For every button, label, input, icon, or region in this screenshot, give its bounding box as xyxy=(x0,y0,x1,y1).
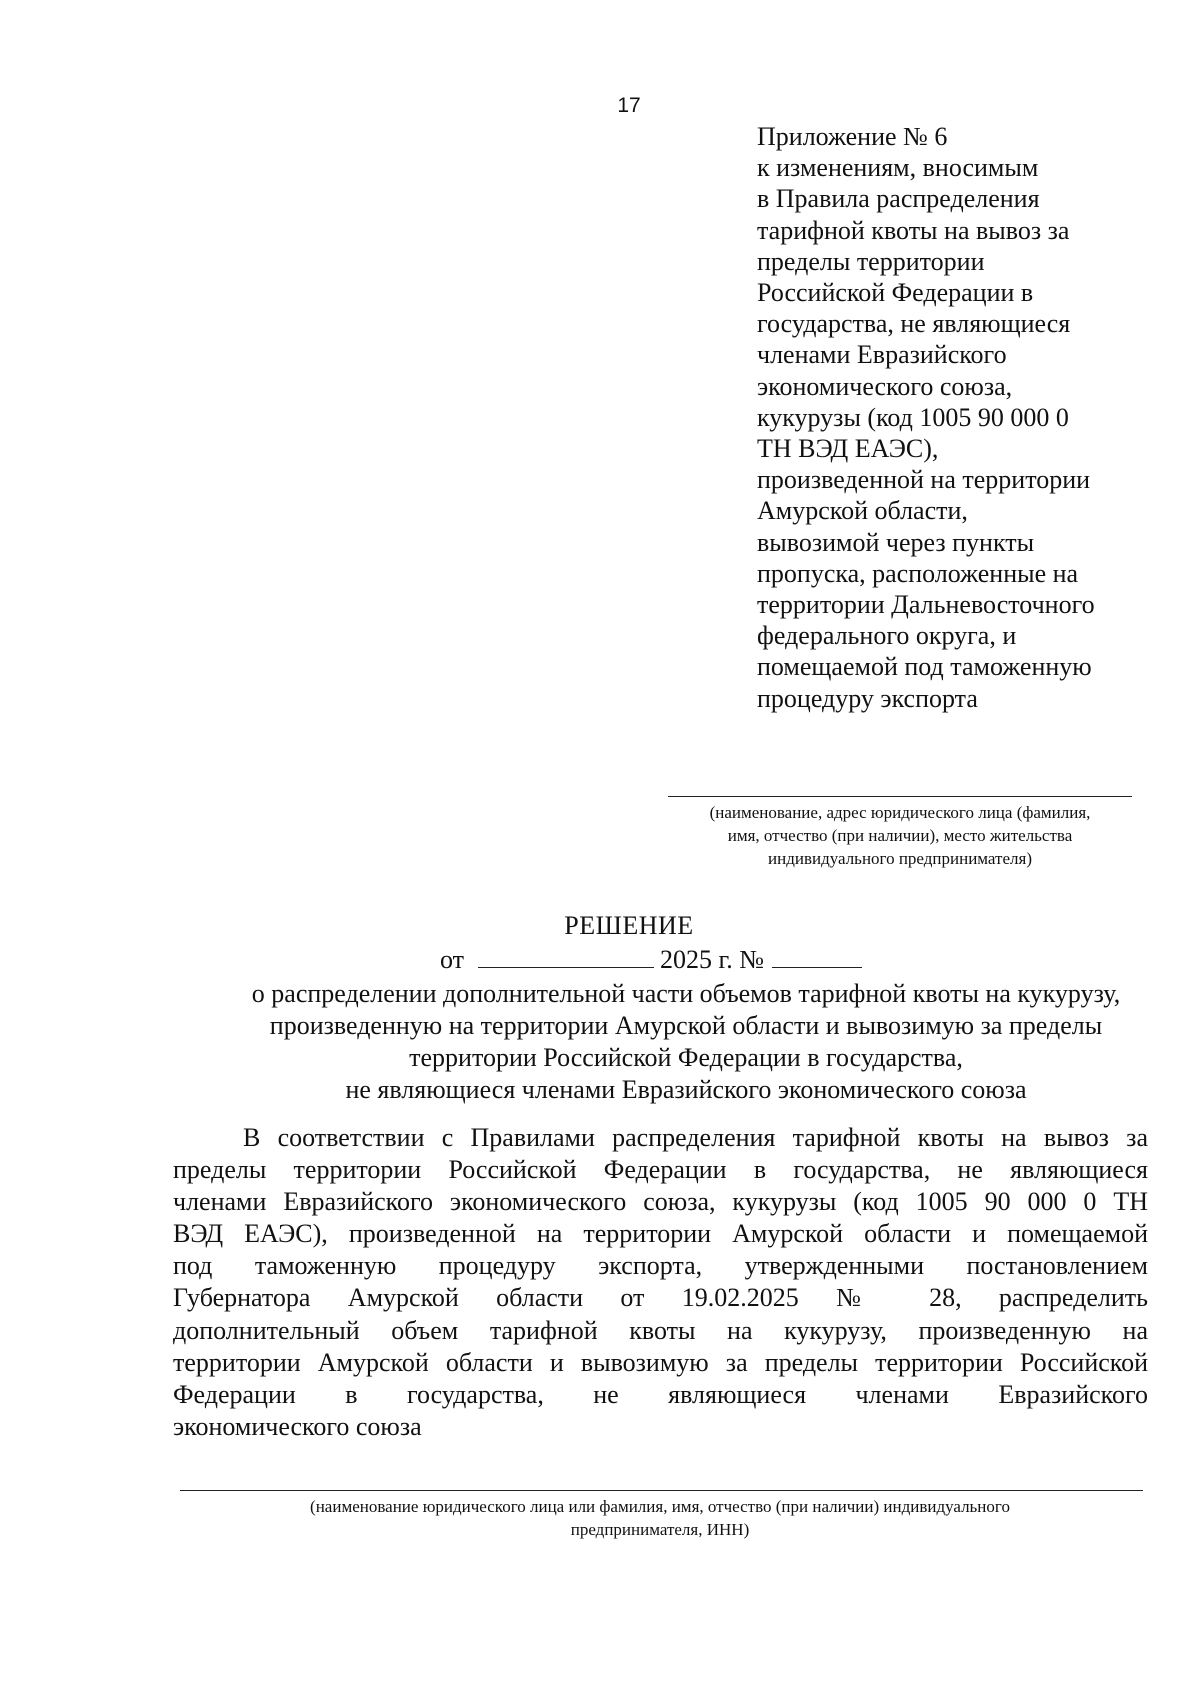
decision-subject xyxy=(107,978,1200,1106)
addressee-caption-line: индивидуального предпринимателя) xyxy=(768,849,1032,868)
body-line: под таможенную процедуру экспорта, утвержденными постановлением xyxy=(173,1251,1148,1281)
appendix-line: государства, не являющиеся xyxy=(757,309,1071,339)
appendix-block xyxy=(757,121,1177,714)
subject-line: о распределении дополнительной части объемов тарифной квоты на кукурузу, xyxy=(251,979,1121,1008)
appendix-line: Российской Федерации в xyxy=(757,278,1034,308)
decision-title: РЕШЕНИЕ xyxy=(564,911,694,940)
year-number-label: 2025 г. № xyxy=(660,945,765,974)
organization-caption xyxy=(160,1495,1160,1541)
number-blank xyxy=(772,945,862,968)
body-line: ВЭД ЕАЭС), произведенной на территории Амурской области и помещаемой xyxy=(173,1219,1148,1249)
appendix-line: кукурузы (код 1005 90 000 0 xyxy=(757,402,1069,432)
appendix-line: членами Евразийского xyxy=(757,340,1007,370)
subject-line: произведенную на территории Амурской области и вывозимую за пределы xyxy=(269,1011,1103,1040)
appendix-line: вывозимой через пункты xyxy=(757,527,1035,557)
appendix-line: экономического союза, xyxy=(757,371,1013,401)
addressee-caption-line: (наименование, адрес юридического лица (фамилия, xyxy=(709,803,1091,822)
body-line: экономического союза xyxy=(173,1411,422,1441)
appendix-line: Приложение № 6 xyxy=(757,122,948,151)
body-line: Федерации в государства, не являющиеся членами Евразийского xyxy=(173,1379,1148,1409)
body-line: В соответствии с Правилами распределения тарифной квоты на вывоз за xyxy=(243,1123,1148,1152)
appendix-line: пределы территории xyxy=(757,246,985,276)
decision-date-line xyxy=(440,944,862,976)
subject-line: не являющиеся членами Евразийского экономического союза xyxy=(345,1075,1027,1104)
date-prefix: от xyxy=(440,945,465,974)
appendix-line: помещаемой под таможенную xyxy=(757,652,1092,682)
addressee-blank-line xyxy=(668,796,1132,797)
appendix-line: произведенной на территории xyxy=(757,465,1091,495)
addressee-caption-line: имя, отчество (при наличии), место жительства xyxy=(727,826,1073,845)
body-line: территории Амурской области и вывозимую за пределы территории Российской xyxy=(173,1347,1148,1377)
subject-line: территории Российской Федерации в государства, xyxy=(409,1043,963,1072)
appendix-line: федерального округа, и xyxy=(757,621,1017,651)
body-line: дополнительный объем тарифной квоты на кукурузу, произведенную на xyxy=(173,1315,1148,1345)
appendix-line: пропуска, расположенные на xyxy=(757,558,1079,588)
appendix-line: Амурской области, xyxy=(757,496,968,526)
date-blank xyxy=(478,945,654,968)
appendix-line: процедуру экспорта xyxy=(757,683,978,713)
appendix-line: территории Дальневосточного xyxy=(757,590,1095,620)
appendix-line: в Правила распределения xyxy=(757,184,1040,214)
body-line: Губернатора Амурской области от 19.02.2025 № 28, распределить xyxy=(173,1283,1148,1313)
appendix-line: тарифной квоты на вывоз за xyxy=(757,215,1070,245)
organization-caption-line: (наименование юридического лица или фамилия, имя, отчество (при наличии) индивидуального xyxy=(310,1497,1010,1516)
appendix-line: ТН ВЭД ЕАЭС), xyxy=(757,434,939,464)
body-line: пределы территории Российской Федерации в государства, не являющиеся xyxy=(173,1155,1148,1185)
organization-blank-line xyxy=(180,1490,1143,1491)
body-paragraph xyxy=(173,1122,1148,1443)
appendix-line: к изменениям, вносимым xyxy=(757,153,1039,183)
organization-caption-line: предпринимателя, ИНН) xyxy=(570,1520,750,1539)
page-number: 17 xyxy=(617,94,641,117)
addressee-caption xyxy=(655,801,1145,870)
body-line: членами Евразийского экономического союза, кукурузы (код 1005 90 000 0 ТН xyxy=(173,1187,1148,1217)
